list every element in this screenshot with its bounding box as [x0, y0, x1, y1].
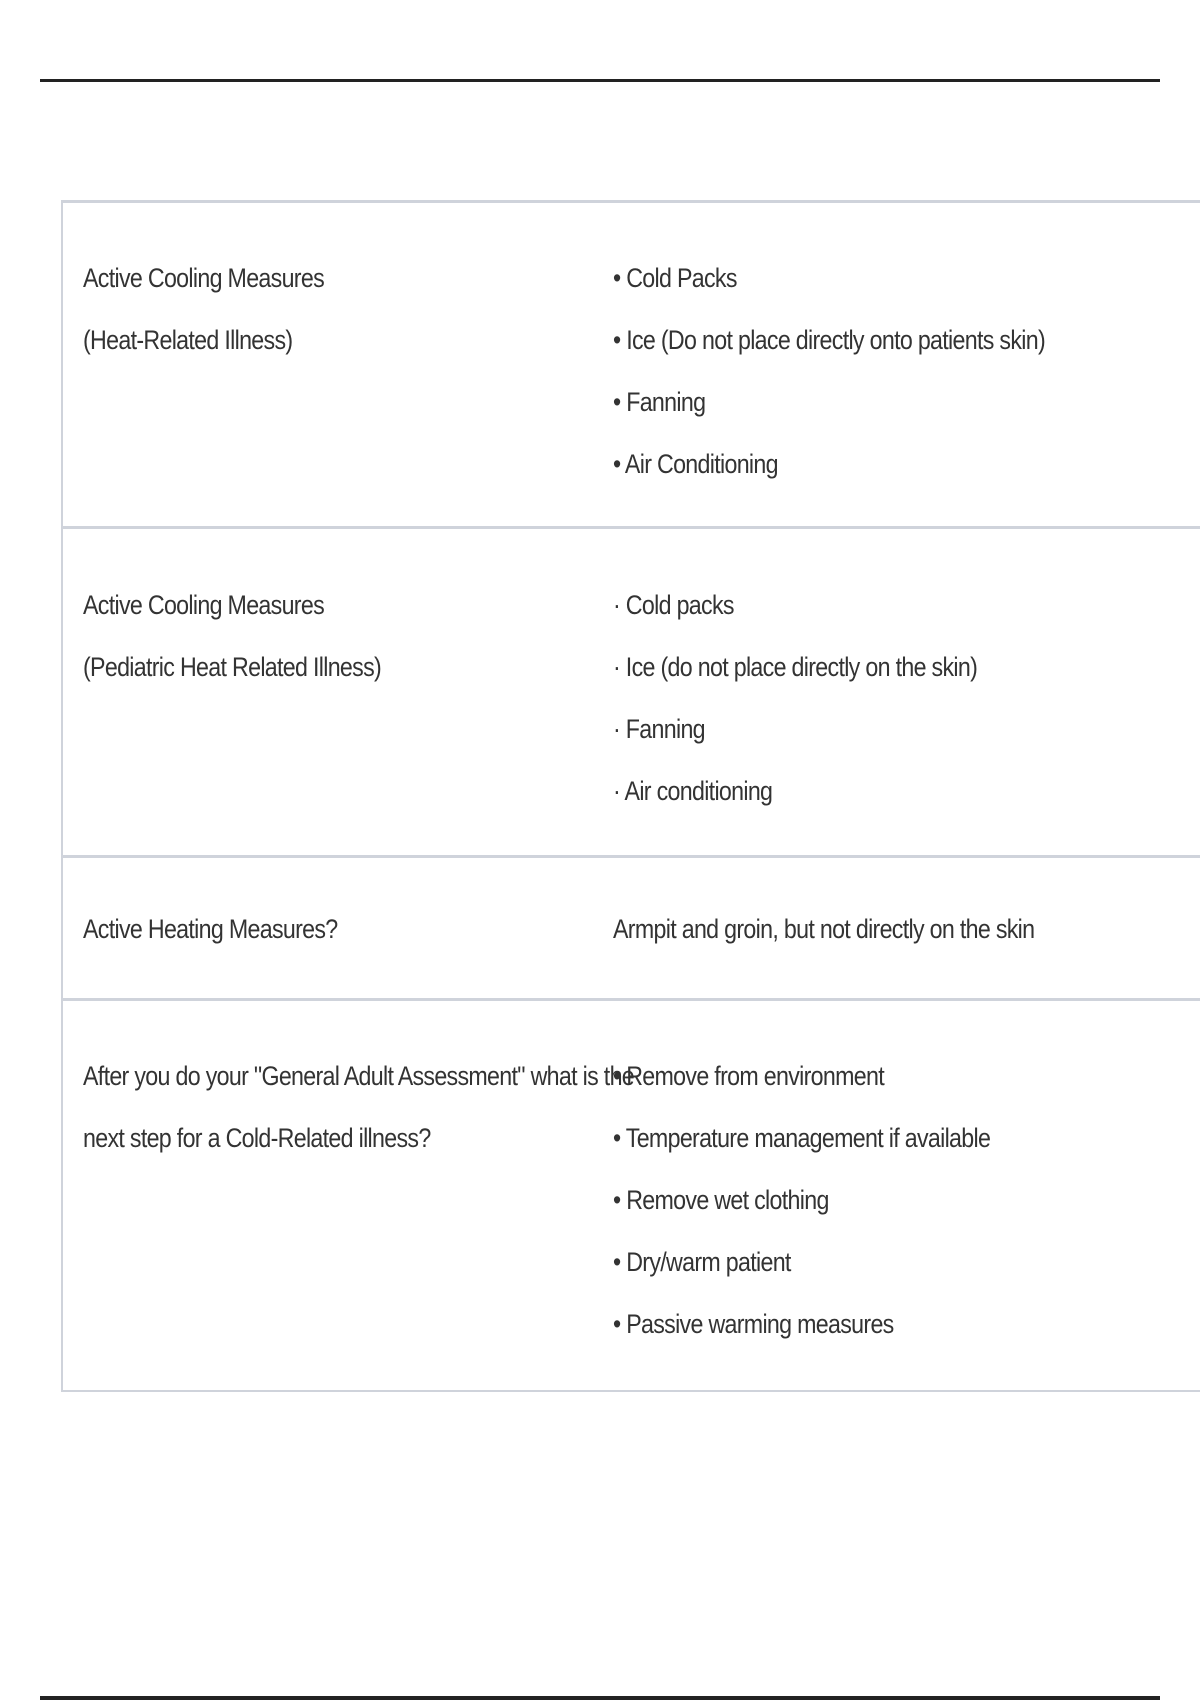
definition-text: · Air conditioning	[613, 776, 773, 806]
term-text: Active Heating Measures?	[83, 914, 338, 944]
flashcard-row	[63, 858, 1200, 1001]
definition-text: • Dry/warm patient	[613, 1247, 791, 1277]
flashcard-table	[61, 200, 1200, 1392]
definition-text: • Air Conditioning	[613, 449, 778, 479]
term-text: (Heat-Related Illness)	[83, 325, 293, 355]
definition-text: • Cold Packs	[613, 263, 737, 293]
definition-text: · Ice (do not place directly on the skin)	[613, 652, 978, 682]
definition-text: • Ice (Do not place directly onto patients skin)	[613, 325, 1045, 355]
term-cell	[63, 247, 611, 526]
definition-text: • Temperature management if available	[613, 1123, 991, 1153]
term-text: After you do your "General Adult Assessment" what is the	[83, 1061, 635, 1091]
term-text: next step for a Cold-Related illness?	[83, 1123, 431, 1153]
definition-text: • Remove from environment	[613, 1061, 884, 1091]
top-divider	[40, 79, 1160, 82]
definition-cell	[611, 247, 1200, 526]
term-cell	[63, 898, 611, 998]
term-cell	[63, 1045, 635, 1390]
flashcard-row	[63, 203, 1200, 529]
definition-text: Armpit and groin, but not directly on the skin	[613, 914, 1035, 944]
definition-text: • Remove wet clothing	[613, 1185, 829, 1215]
term-text: (Pediatric Heat Related Illness)	[83, 652, 382, 682]
term-cell	[63, 574, 611, 855]
bottom-divider	[40, 1696, 1160, 1700]
term-text: Active Cooling Measures	[83, 263, 325, 293]
definition-text: • Fanning	[613, 387, 706, 417]
flashcard-row	[63, 1001, 1200, 1390]
definition-cell	[611, 1045, 1200, 1390]
definition-text: · Cold packs	[613, 590, 734, 620]
definition-text: • Passive warming measures	[613, 1309, 894, 1339]
flashcard-row	[63, 529, 1200, 858]
term-text: Active Cooling Measures	[83, 590, 325, 620]
definition-text: · Fanning	[613, 714, 705, 744]
definition-cell	[611, 574, 1200, 855]
definition-cell	[611, 898, 1200, 998]
